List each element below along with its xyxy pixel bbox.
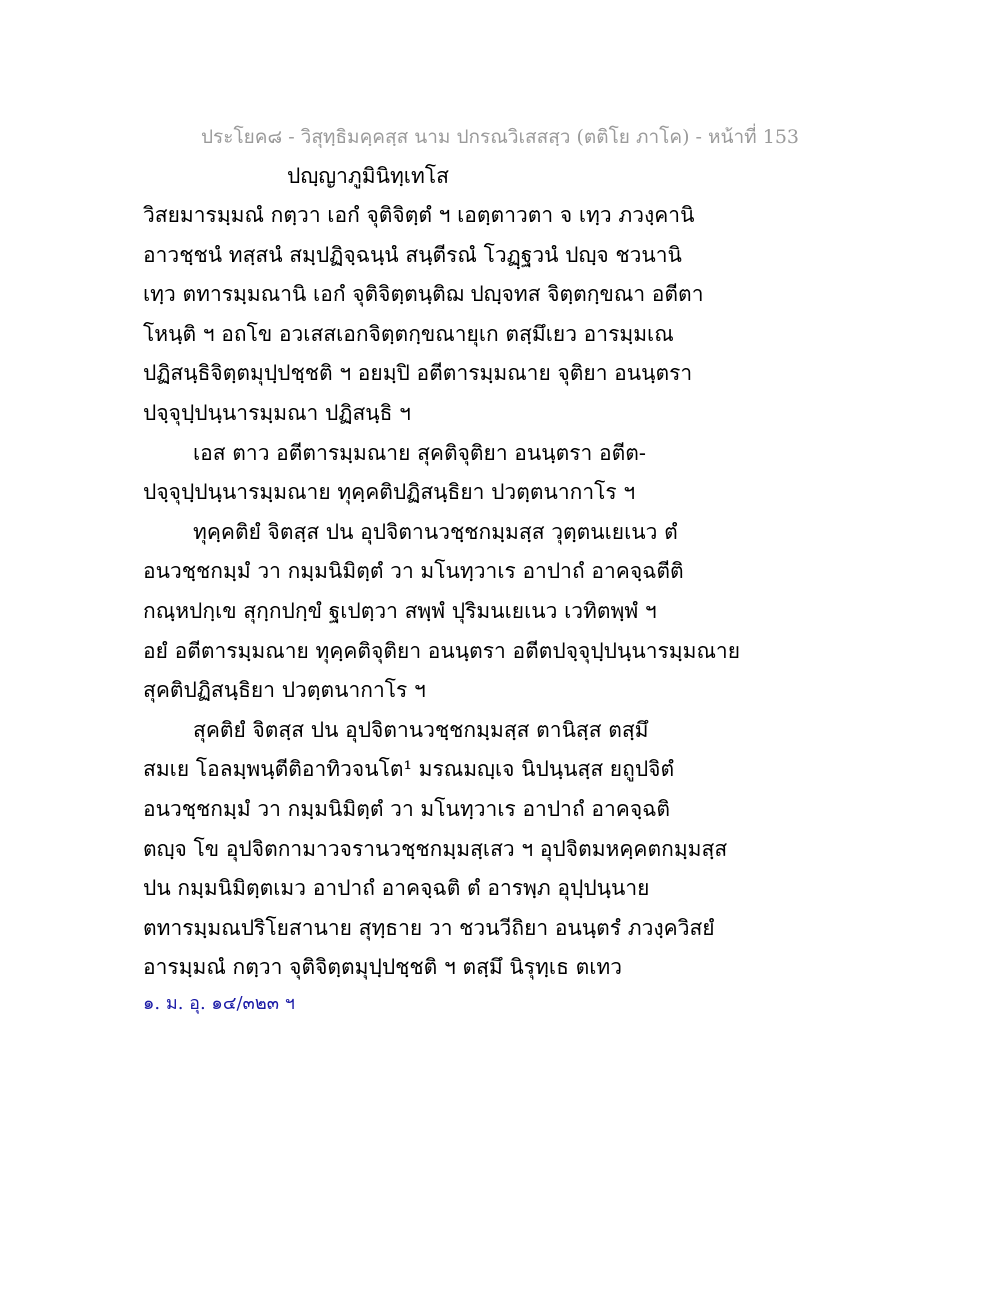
text-line: อยํ อตีตารมฺมณาย ทุคฺคติจุติยา อนนฺตรา อตีตปจฺจุปฺปนฺนารมฺมณาย [143, 638, 741, 663]
text-line: กณฺหปกฺเข สุกฺกปกฺขํ ฐเปตฺวา สพฺพํ ปุริมนเยเนว เวทิตพฺพํ ฯ [143, 598, 657, 623]
text-line: ปจฺจุปฺปนฺนารมฺมณาย ทุคฺคติปฏิสนฺธิยา ปวตฺตนากาโร ฯ [143, 480, 636, 505]
text-line: ปฏิสนฺธิจิตฺตมุปฺปชฺชติ ฯ อยมฺปิ อตีตารมฺมณาย จุติยา อนนฺตรา [143, 361, 693, 386]
text-line: ปน กมฺมนิมิตฺตเมว อาปาถํ อาคจฺฉติ ตํ อารพฺภ อุปฺปนฺนาย [143, 876, 650, 901]
body-text [143, 196, 741, 988]
text-line: อนวชฺชกมฺมํ วา กมฺมนิมิตฺตํ วา มโนทฺวาเร อาปาถํ อาคจฺฉตีติ [143, 559, 684, 584]
text-line: ทุคฺคติยํ จิตสฺส ปน อุปจิตานวชฺชกมฺมสฺส วุตฺตนเยเนว ตํ [193, 519, 678, 544]
text-line: โหนฺติ ฯ อถโข อวเสสเอกจิตฺตกฺขณายุเก ตสฺมึเยว อารมฺมเณ [143, 321, 674, 346]
page-header: ประโยค๘ - วิสุทฺธิมคฺคสฺส นาม ปกรณวิเสสสฺว (ตติโย ภาโค) - หน้าที่ 153 [200, 126, 800, 148]
paragraph-2 [143, 434, 703, 513]
text-line: ปจฺจุปฺปนฺนารมฺมณา ปฏิสนฺธิ ฯ [143, 400, 411, 425]
text-line: สมเย โอลมฺพนฺตีติอาทิวจนโต¹ มรณมญฺเจ นิปนฺนสฺส ยถูปจิตํ [143, 757, 675, 782]
footnote: ๑. ม. อุ. ๑๔/๓๒๓ ฯ [143, 993, 295, 1014]
text-line: อารมฺมณํ กตฺวา จุติจิตฺตมุปฺปชฺชติ ฯ ตสฺมึ นิรุทฺเธ ตเทว [143, 955, 623, 980]
text-line: อนวชฺชกมฺมํ วา กมฺมนิมิตฺตํ วา มโนทฺวาเร อาปาถํ อาคจฺฉติ [143, 796, 671, 821]
text-line: สุคติยํ จิตสฺส ปน อุปจิตานวชฺชกมฺมสฺส ตานิสฺส ตสฺมึ [193, 717, 649, 742]
text-line: เอส ตาว อตีตารมฺมณาย สุคติจุติยา อนนฺตรา อตีต- [193, 440, 646, 465]
paragraph-1 [143, 196, 703, 434]
text-line: ตญฺจ โข อุปจิตกามาวจรานวชฺชกมฺมสฺเสว ฯ อุปจิตมหคฺคตกมฺมสฺส [143, 836, 728, 861]
paragraph-4 [143, 711, 728, 988]
text-line: อาวชฺชนํ ทสฺสนํ สมฺปฏิจฺฉนฺนํ สนฺตีรณํ โวฏฺฐวนํ ปญฺจ ชวนานิ [143, 242, 682, 267]
text-line: เทฺว ตทารมฺมณานิ เอกํ จุติจิตฺตนฺติฌ ปญฺจทส จิตฺตกฺขณา อตีตา [143, 282, 704, 307]
text-line: วิสยมารมฺมณํ กตฺวา เอกํ จุติจิตฺตํ ฯ เอตฺตาวตา จ เทฺว ภวงฺคานิ [143, 203, 695, 227]
section-title: ปญฺญาภูมินิทฺเทโส [287, 164, 449, 188]
paragraph-3 [143, 513, 741, 711]
text-line: ตทารมฺมณปริโยสานาย สุทฺธาย วา ชวนวีถิยา อนนฺตรํ ภวงฺควิสยํ [143, 915, 715, 940]
text-line: สุคติปฏิสนฺธิยา ปวตฺตนากาโร ฯ [143, 678, 426, 703]
